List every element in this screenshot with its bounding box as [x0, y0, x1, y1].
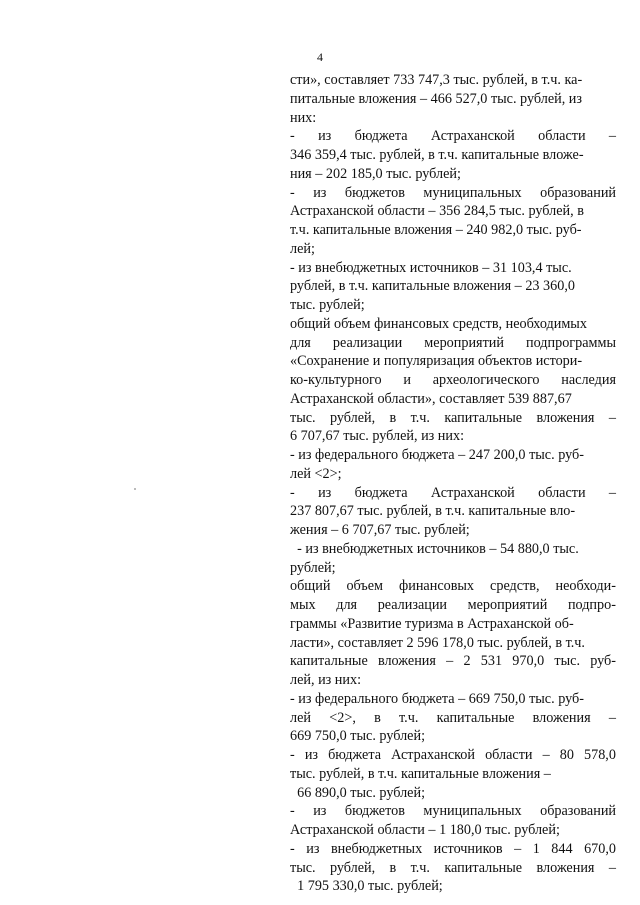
text-word: бюджета — [354, 128, 408, 145]
text-word: ко-культурного — [290, 372, 382, 388]
text-line: 237 807,67 тыс. рублей, в т.ч. капитальные вло- — [290, 503, 576, 520]
text-line: тыс. рублей; — [290, 297, 365, 313]
text-word: мероприятий — [424, 334, 504, 351]
text-line: граммы «Развитие туризма в Астраханской об- — [290, 615, 574, 632]
text-word: руб- — [590, 653, 616, 670]
text-line: 66 890,0 тыс. рублей; — [290, 784, 426, 801]
text-word: Астраханской — [430, 128, 515, 145]
text-word: из — [318, 484, 332, 501]
text-line — [290, 652, 616, 671]
text-word: бюджета — [328, 747, 381, 763]
text-word: мых — [290, 597, 316, 613]
text-word: Астраханской — [391, 747, 475, 763]
text-word: – — [608, 859, 616, 876]
text-line — [290, 859, 616, 878]
text-word: т.ч. — [410, 859, 430, 876]
text-line — [290, 334, 616, 353]
text-line: лей; — [290, 240, 315, 257]
text-word: рублей, — [329, 409, 376, 426]
text-word: т.ч. — [410, 409, 430, 426]
text-word: необходи- — [555, 578, 616, 595]
text-line: - из внебюджетных источников – 54 880,0 тыс. — [290, 540, 579, 557]
text-line: - из внебюджетных источников – 31 103,4 тыс. — [290, 259, 572, 276]
text-line: тыс. рублей, в т.ч. капитальные вложения – — [290, 765, 551, 782]
text-word: 2 — [463, 653, 471, 670]
text-line — [290, 746, 616, 765]
text-word: мероприятий — [467, 597, 548, 613]
text-word: 970,0 — [512, 653, 545, 670]
text-word: для — [336, 597, 358, 613]
text-word: из — [306, 840, 320, 857]
text-word: финансовых — [399, 578, 475, 595]
text-line: Астраханской области», составляет 539 887,67 — [290, 390, 572, 407]
text-line: общий объем финансовых средств, необходимых — [290, 315, 587, 332]
text-word: капитальные — [444, 859, 523, 876]
text-word: – — [608, 128, 616, 145]
text-word: из — [318, 128, 332, 145]
text-word: вложения — [536, 409, 595, 426]
text-word: – — [514, 840, 522, 857]
text-word: капитальные — [444, 409, 523, 426]
text-line — [290, 577, 616, 596]
text-word: внебюджетных — [330, 840, 423, 857]
text-word: реализации — [332, 334, 403, 351]
text-word: источников — [433, 840, 503, 857]
page-number: 4 — [317, 50, 323, 64]
text-line: жения – 6 707,67 тыс. рублей; — [290, 522, 470, 538]
text-word: – — [608, 484, 616, 501]
text-line: сти», составляет 733 747,3 тыс. рублей, в т.ч. ка- — [290, 72, 583, 88]
text-word: из — [304, 747, 319, 763]
text-word: подпро- — [567, 597, 616, 613]
text-word: - — [290, 184, 295, 201]
text-word: вложения — [532, 709, 591, 726]
text-word: – — [608, 409, 616, 426]
text-word: области — [485, 747, 533, 763]
text-word: – — [608, 709, 616, 726]
text-line: Астраханской области – 1 180,0 тыс. рублей; — [290, 822, 560, 838]
text-word: 670,0 — [584, 840, 616, 857]
text-line: - из федерального бюджета – 669 750,0 тыс. руб- — [290, 690, 584, 707]
text-word: образований — [540, 184, 616, 201]
text-line: ния – 202 185,0 тыс. рублей; — [290, 165, 461, 182]
text-word: в — [374, 709, 381, 726]
text-word: бюджета — [354, 484, 408, 501]
text-word: 1 — [532, 840, 540, 857]
body-text — [290, 71, 616, 896]
text-line: лей <2>; — [290, 465, 342, 482]
text-word: для — [290, 334, 311, 351]
text-line — [290, 840, 616, 859]
text-line: - из федерального бюджета – 247 200,0 тыс. руб- — [290, 447, 584, 463]
text-line: лей, из них: — [290, 672, 362, 688]
text-word: тыс. — [554, 653, 580, 670]
text-word: – — [446, 653, 454, 670]
text-word: в — [389, 409, 397, 426]
text-word: - — [290, 747, 295, 763]
text-word: из — [313, 184, 327, 201]
text-word: археологического — [432, 372, 540, 388]
text-word: – — [542, 747, 550, 763]
text-word: области — [538, 128, 586, 145]
text-word: рублей, — [329, 859, 376, 876]
text-line — [290, 184, 616, 203]
text-word: из — [313, 803, 327, 820]
text-word: муниципальных — [423, 803, 522, 820]
text-word: - — [290, 803, 295, 820]
text-line: 1 795 330,0 тыс. рублей; — [290, 878, 443, 895]
text-line: 346 359,4 тыс. рублей, в т.ч. капитальные вложе- — [290, 147, 584, 163]
text-word: 80 — [559, 747, 574, 763]
text-word: <2>, — [329, 709, 356, 726]
text-word: вложения — [536, 859, 595, 876]
text-line: питальные вложения – 466 527,0 тыс. рублей, из — [290, 90, 582, 107]
text-line: «Сохранение и популяризация объектов истори- — [290, 353, 583, 370]
text-word: реализации — [377, 597, 448, 613]
text-word: тыс. — [290, 859, 316, 876]
text-word: образований — [540, 803, 616, 820]
text-line — [290, 484, 616, 503]
text-line: рублей, в т.ч. капитальные вложения – 23 360,0 — [290, 278, 575, 295]
text-line: Астраханской области – 356 284,5 тыс. рублей, в — [290, 203, 584, 220]
text-word: в — [389, 859, 397, 876]
text-line — [290, 802, 616, 821]
text-line — [290, 409, 616, 428]
text-line — [290, 709, 616, 728]
text-word: вложения — [377, 653, 436, 670]
text-word: лей — [290, 709, 311, 726]
text-line: т.ч. капитальные вложения – 240 982,0 тыс. руб- — [290, 222, 582, 238]
text-word: и — [403, 372, 411, 388]
text-word: Астраханской — [430, 484, 515, 501]
text-line — [290, 371, 616, 390]
text-word: - — [290, 128, 295, 145]
text-line: 6 707,67 тыс. рублей, из них: — [290, 428, 465, 445]
text-word: 578,0 — [584, 747, 616, 763]
text-word: капитальные — [290, 653, 368, 670]
text-word: объем — [346, 578, 384, 595]
text-word: общий — [290, 578, 331, 595]
text-word: подпрограммы — [526, 334, 616, 351]
text-line: 669 750,0 тыс. рублей; — [290, 728, 426, 745]
text-word: 844 — [551, 840, 573, 857]
text-word: - — [290, 484, 295, 501]
text-word: области — [538, 484, 586, 501]
text-word: т.ч. — [399, 709, 419, 726]
scan-speck — [134, 488, 136, 490]
text-word: бюджетов — [344, 803, 405, 820]
text-line: них: — [290, 109, 317, 126]
text-word: - — [290, 840, 295, 857]
text-word: наследия — [561, 372, 616, 388]
text-line: ласти», составляет 2 596 178,0 тыс. рублей, в т.ч. — [290, 634, 585, 651]
text-word: капитальные — [436, 709, 515, 726]
text-line — [290, 596, 616, 615]
text-line — [290, 127, 616, 146]
text-word: бюджетов — [344, 184, 405, 201]
text-word: муниципальных — [423, 184, 522, 201]
text-line: рублей; — [290, 559, 336, 576]
text-word: тыс. — [290, 409, 316, 426]
text-word: 531 — [480, 653, 503, 670]
text-word: средств, — [490, 578, 540, 595]
